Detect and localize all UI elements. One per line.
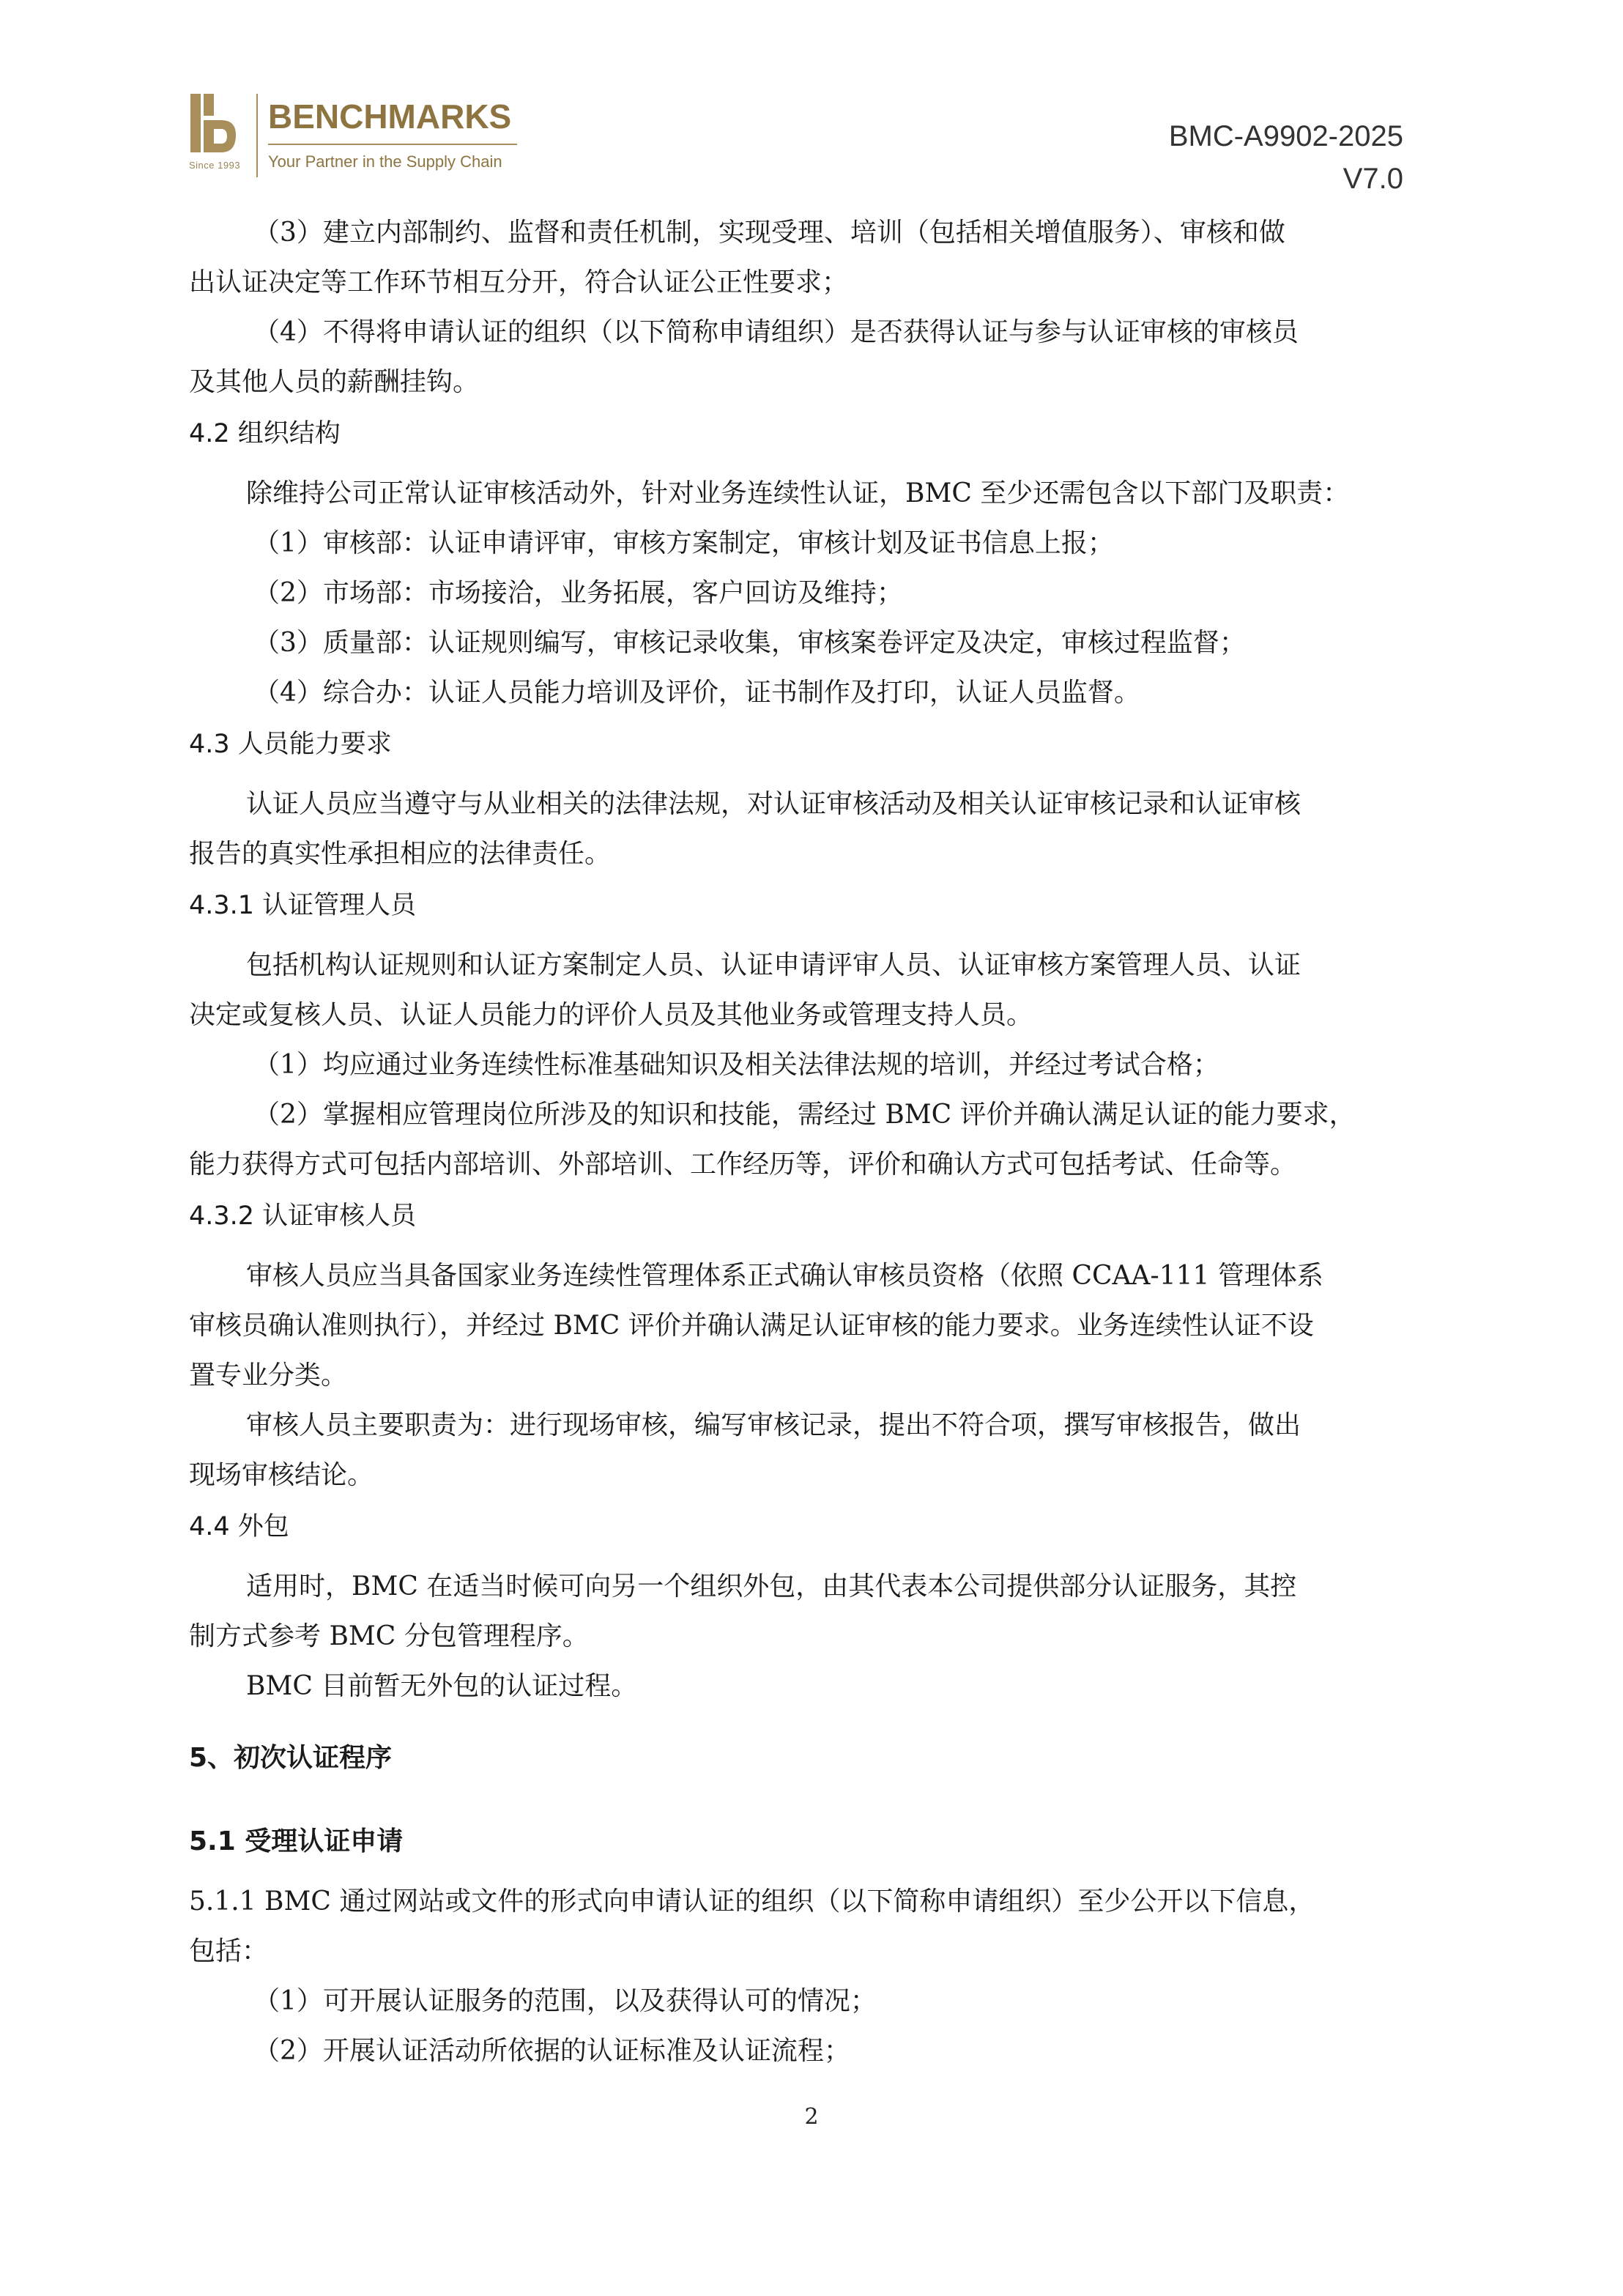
paragraph-line: 决定或复核人员、认证人员能力的评价人员及其他业务或管理支持人员。 [189, 1000, 1033, 1030]
section-heading-5-1: 5.1 受理认证申请 [189, 1826, 404, 1856]
document-code: BMC-A9902-2025 [1168, 120, 1403, 152]
document-version: V7.0 [1342, 163, 1403, 195]
paragraph-line: 包括： [189, 1936, 269, 1966]
section-heading-4-2: 4.2 组织结构 [189, 419, 341, 448]
paragraph-line: 报告的真实性承担相应的法律责任。 [189, 839, 612, 869]
paragraph-line: 5.1.1 BMC 通过网站或文件的形式向申请认证的组织（以下简称申请组织）至少公开以下信息， [189, 1886, 1315, 1917]
list-item: （2）掌握相应管理岗位所涉及的知识和技能，需经过 BMC 评价并确认满足认证的能力要求， [253, 1100, 1356, 1130]
list-item: （4）综合办：认证人员能力培训及评价，证书制作及打印，认证人员监督。 [253, 678, 1140, 708]
paragraph-line: 除维持公司正常认证审核活动外，针对业务连续性认证，BMC 至少还需包含以下部门及职责： [246, 478, 1350, 508]
paragraph-line: 现场审核结论。 [189, 1460, 374, 1490]
paragraph-line: 置专业分类。 [189, 1360, 348, 1390]
logo-divider [256, 94, 258, 177]
brand-tagline: Your Partner in the Supply Chain [268, 152, 502, 171]
section-heading-4-3: 4.3 人员能力要求 [189, 730, 392, 759]
list-item: （2）市场部：市场接洽，业务拓展，客户回访及维持； [253, 578, 903, 608]
paragraph-line: 及其他人员的薪酬挂钩。 [189, 367, 480, 397]
paragraph-line: 出认证决定等工作环节相互分开，符合认证公正性要求； [189, 267, 849, 297]
paragraph-line: 制方式参考 BMC 分包管理程序。 [189, 1621, 589, 1651]
benchmarks-logo-icon [189, 92, 239, 154]
section-heading-4-3-1: 4.3.1 认证管理人员 [189, 891, 417, 920]
logo-since-text: Since 1993 [189, 160, 241, 171]
paragraph-line: 适用时，BMC 在适当时候可向另一个组织外包，由其代表本公司提供部分认证服务，其控 [246, 1571, 1297, 1601]
paragraph-line: 审核人员主要职责为：进行现场审核，编写审核记录，提出不符合项，撰写审核报告，做出 [246, 1410, 1301, 1440]
list-item: （1）审核部：认证申请评审，审核方案制定，审核计划及证书信息上报； [253, 528, 1114, 558]
section-heading-4-3-2: 4.3.2 认证审核人员 [189, 1201, 417, 1231]
paragraph-line: （3）建立内部制约、监督和责任机制，实现受理、培训（包括相关增值服务）、审核和做 [253, 218, 1285, 248]
paragraph-line: 审核人员应当具备国家业务连续性管理体系正式确认审核员资格（依照 CCAA-111 管理体系 [246, 1261, 1323, 1291]
paragraph-line: 审核员确认准则执行），并经过 BMC 评价并确认满足认证审核的能力要求。业务连续性认证不设 [189, 1311, 1314, 1341]
paragraph-line: 能力获得方式可包括内部培训、外部培训、工作经历等，评价和确认方式可包括考试、任命等。 [189, 1149, 1297, 1180]
list-item: （3）质量部：认证规则编写，审核记录收集，审核案卷评定及决定，审核过程监督； [253, 628, 1246, 658]
list-item: （2）开展认证活动所依据的认证标准及认证流程； [253, 2036, 850, 2066]
paragraph-line: BMC 目前暂无外包的认证过程。 [246, 1671, 638, 1701]
brand-name: BENCHMARKS [268, 97, 512, 136]
paragraph-line: （4）不得将申请认证的组织（以下简称申请组织）是否获得认证与参与认证审核的审核员 [253, 317, 1299, 347]
page-number: 2 [804, 2104, 819, 2130]
section-heading-5: 5、初次认证程序 [189, 1743, 393, 1773]
company-logo [189, 92, 519, 180]
paragraph-line: 认证人员应当遵守与从业相关的法律法规，对认证审核活动及相关认证审核记录和认证审核 [246, 789, 1301, 819]
list-item: （1）可开展认证服务的范围，以及获得认可的情况； [253, 1986, 877, 2016]
paragraph-line: 包括机构认证规则和认证方案制定人员、认证申请评审人员、认证审核方案管理人员、认证 [246, 950, 1301, 980]
list-item: （1）均应通过业务连续性标准基础知识及相关法律法规的培训，并经过考试合格； [253, 1050, 1219, 1080]
logo-underline [268, 144, 517, 145]
section-heading-4-4: 4.4 外包 [189, 1512, 289, 1541]
